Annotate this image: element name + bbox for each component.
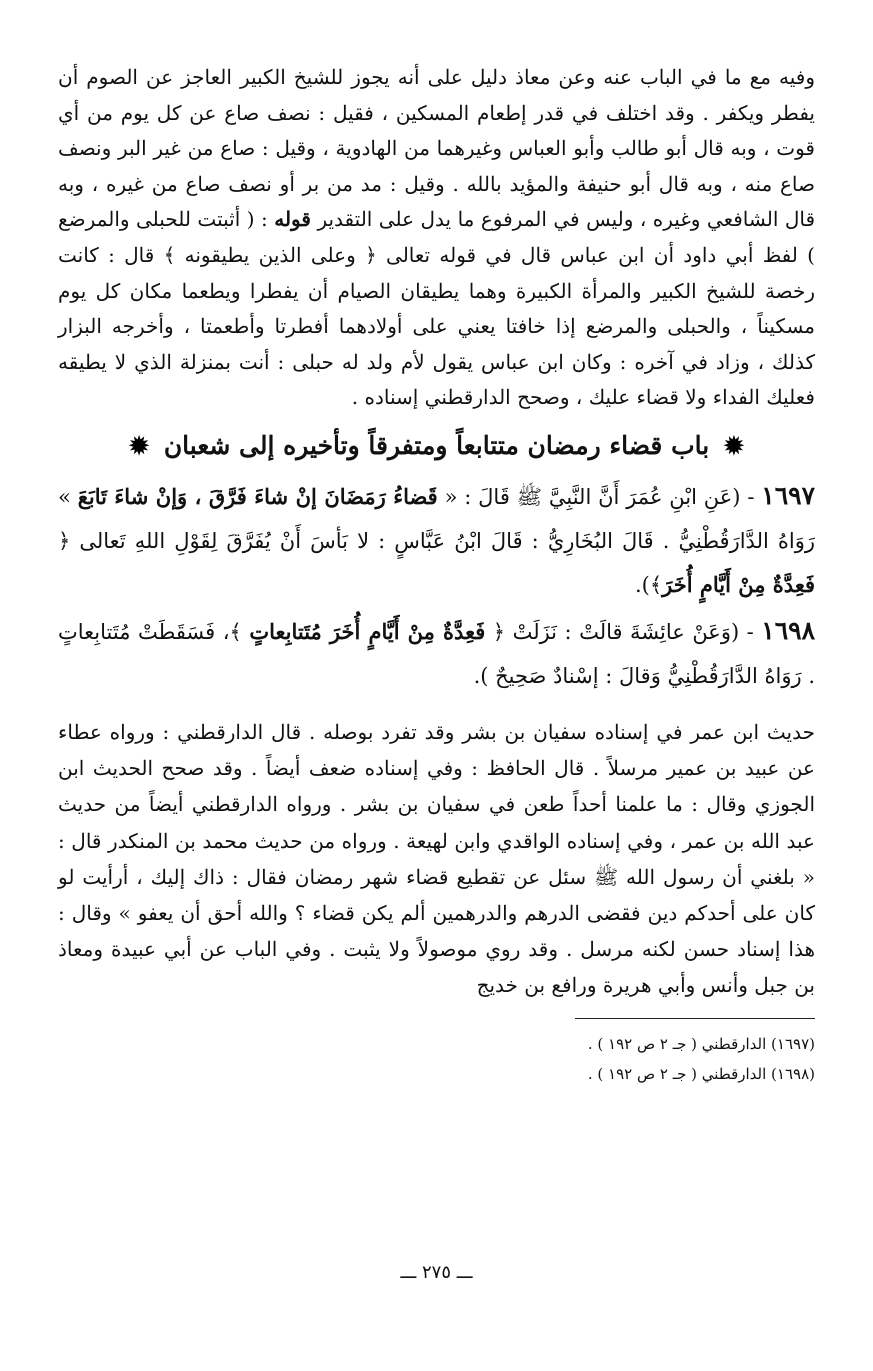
- hadith-text: ﴾).: [634, 572, 663, 597]
- hadith-number: ١٦٩٧: [761, 480, 815, 510]
- footnote: (١٦٩٨) الدارقطني ( جـ ٢ ص ١٩٢ ) .: [587, 1064, 815, 1083]
- page-number: ـــ ٢٧٥ ـــ: [400, 1262, 473, 1283]
- hadith-1697: [58, 474, 815, 607]
- top-paragraph: [58, 60, 815, 416]
- footnotes: [58, 1029, 815, 1089]
- hadith-1698: [58, 609, 815, 698]
- paragraph-text-continued: : ( أثبتت للحبلى والمرضع ) لفظ أبي داود أن ابن عباس قال في قوله تعالى ﴿ وعلى الذين يطيقونه ﴾ قال : كانت رخصة للشيخ الكبير والمرأة الكبيرة وهما يطيقان الصيام أن يفطرا ويطعما مكان كل يوم مسكيناً ، والحبلى والمرضع إذا خافتا يعني على أولادهما أفطرتا وأطعمتا ، وأخرجه البزار كذلك ، وزاد في آخره : وكان ابن عباس يقول لأم ولد له حبلى : أنت بمنزلة الذي لا يطيقه فعليك الفداء ولا قضاء عليك ، وصحح الدارقطني إسناده .: [58, 207, 816, 410]
- section-heading: [58, 426, 815, 466]
- bold-keyword: قوله: [274, 207, 311, 232]
- paragraph-text: وفيه مع ما في الباب عنه وعن معاذ دليل على أنه يجوز للشيخ الكبير العاجز عن الصوم أن يفطر ويكفر . وقد اختلف في قدر إطعام المسكين ، فقيل : نصف صاع عن كل يوم من أي قوت ، وبه قال أبو طالب وأبو العباس وغيرهما من الهادوية ، وقيل : صاع من غير البر ونصف صاع منه ، وبه قال أبو حنيفة والمؤيد بالله . وقيل : مد من بر أو نصف صاع من غيره ، وبه قال الشافعي وغيره ، وليس في المرفوع ما يدل على التقدير: [58, 65, 816, 232]
- star-ornament-icon: ✹: [128, 430, 150, 460]
- hadith-text: » رَوَاهُ الدَّارَقُطْنِيُّ . قَالَ البُخَارِيُّ : قَالَ ابْنُ عَبَّاسٍ : لا بَأسَ أَنْ يُفَرَّقَ لِقَوْلِ اللهِ تَعالى ﴿: [58, 484, 815, 553]
- commentary-paragraph: حديث ابن عمر في إسناده سفيان بن بشر وقد تفرد بوصله . قال الدارقطني : ورواه عطاء عن عبيد بن عمير مرسلاً . قال الحافظ : وفي إسناده ضعف أيضاً . وقد صحح الحديث ابن الجوزي وقال : ما علمنا أحداً طعن في سفيان بن بشر . ورواه الدارقطني أيضاً من حديث عبد الله بن عمر ، وفي إسناده الواقدي وابن لهيعة . ورواه من حديث محمد بن المنكدر قال : « بلغني أن رسول الله ﷺ سئل عن تقطيع قضاء شهر رمضان فقال : ذاك إليك ، أرأيت لو كان على أحدكم دين فقضى الدرهم والدرهمين ألم يكن قضاء ؟ والله أحق أن يعفو » وقال : هذا إسناد حسن لكنه مرسل . وقد روي موصولاً ولا يثبت . وفي الباب عن أبي عبيدة ومعاذ بن جبل وأنس وأبي هريرة ورافع بن خديج: [58, 719, 815, 998]
- hadith-text: - (عَنِ ابْنِ عُمَرَ أَنَّ النَّبِيَّ ﷺ قَالَ : «: [444, 484, 755, 509]
- hadith-text: - (وَعَنْ عائِشَةَ قالَتْ : نَزَلَتْ ﴿: [492, 619, 754, 644]
- quran-verse-bold: فَعِدَّةٌ مِنْ أَيَّامٍ أُخَرَ مُتَتابِعاتٍ: [249, 618, 486, 644]
- hadith-matn-bold: قَضاءُ رَمَضَانَ إنْ شاءَ فَرَّقَ ، وَإنْ شاءَ تَابَعَ: [77, 483, 438, 509]
- footnote-divider: [575, 1018, 815, 1019]
- hadith-text: ﴾، فَسَقَطَتْ مُتَتابِعاتٍ . رَوَاهُ الدَّارَقُطْنِيُّ وَقالَ : إسْنادٌ صَحِيحٌ ).: [58, 619, 815, 688]
- quran-verse-bold: فَعِدَّةٌ مِنْ أَيَّامٍ أُخَرَ: [662, 571, 815, 597]
- section-heading-text: باب قضاء رمضان متتابعاً ومتفرقاً وتأخيره إلى شعبان: [163, 430, 710, 460]
- star-ornament-icon: ✹: [723, 430, 745, 460]
- hadith-number: ١٦٩٨: [761, 615, 816, 645]
- footnote: (١٦٩٧) الدارقطني ( جـ ٢ ص ١٩٢ ) .: [587, 1034, 815, 1053]
